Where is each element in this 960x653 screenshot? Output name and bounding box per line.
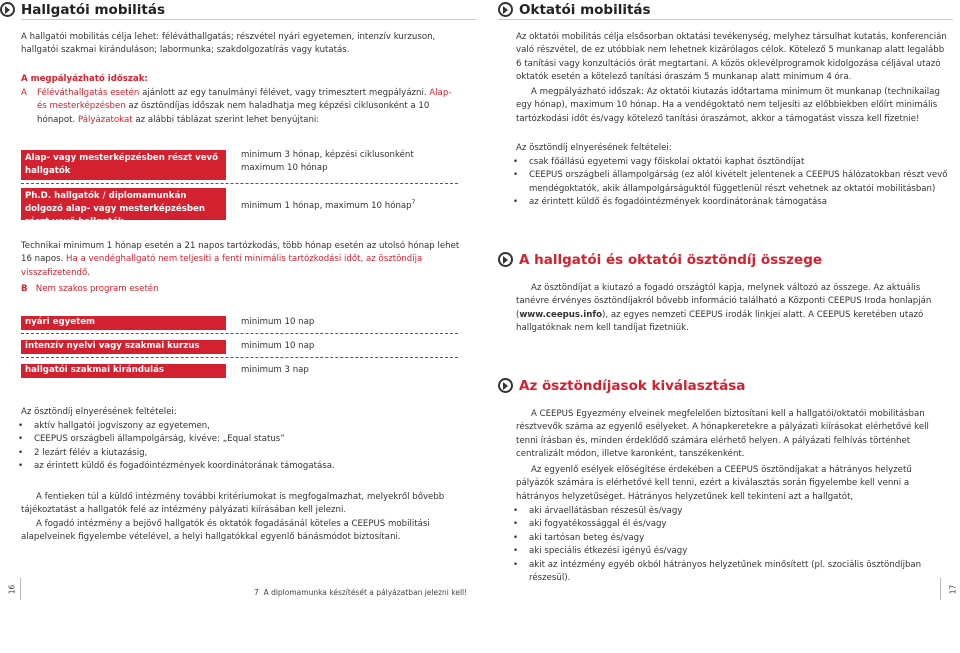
section2-heading: A hallgatói és oktatói ösztöndíj összege (498, 251, 822, 268)
table-a-req-1: minimum 3 hónap, képzési ciklusonként maximum 10 hónap (241, 150, 414, 174)
right-title-underline (498, 19, 953, 20)
left-intro: A hallgatói mobilitás célja lehet: féléváthallgatás; részvétel nyári egyetemen, intenzív kurzuson, hallgatói szakmai kiránduláson; labormunka; szakdolgozatírás vagy kutatás. (21, 32, 436, 56)
ceepus-link[interactable]: www.ceepus.info (519, 309, 602, 320)
table-b-req-1: minimum 10 nap (241, 317, 315, 327)
list-item: • az érintett küldő és fogadóintézmények koordinátorának támogatása (510, 196, 952, 209)
period-a-letter: A (21, 88, 27, 98)
right-p2: A megpályázható időszak: Az oktatói kiutazás időtartama minimum öt munkanap (technikailag egy hónap), maximum 10 hónap. Ha a vendégoktató nem teljesíti az előbbiekben előírt minimális tartózkodási időt és/vagy kötelező tanítási óraszámot, akkor a támogatást vissza kell fizetnie! (516, 87, 940, 124)
right-conditions-list (510, 156, 952, 210)
table-b-divider-1 (21, 333, 458, 334)
left-conditions-title: Az ösztöndíj elnyerésének feltételei: (21, 407, 177, 417)
right-page (480, 0, 960, 18)
right-footer-rule (940, 578, 941, 600)
list-item: • CEEPUS országbeli állampolgárság (ez alól kivételt jelentenek a CEEPUS hálózatokban részt vevő mendégoktatók, akik állampolgárságuktól függetlenül részt vehetnek az oktatói mobilitásban) (510, 169, 952, 196)
left-extra-2: A fogadó intézmény a bejövő hallgatók és oktatók fogadásánál köteles a CEEPUS mobilitási alapelveinek figyelembe vételével, a helyi hallgatókkal egyenlő bánásmódot biztosítani. (21, 519, 430, 543)
table-a-label-2: Ph.D. hallgatók / diplomamunkán dolgozó alap- vagy mesterképzésben részt vevő hallgatók (21, 188, 226, 220)
right-page-number: 17 (948, 584, 958, 595)
table-b-req-3: minimum 3 nap (241, 365, 309, 375)
period-title: A megpályázható időszak: (21, 74, 148, 84)
list-item: • aki árvaellátásban részesül és/vagy (510, 505, 952, 518)
chevron-right-icon (498, 378, 513, 393)
right-conditions-title: Az ösztöndíj elnyerésének feltételei: (516, 143, 672, 153)
left-title: Hallgatói mobilitás (21, 1, 165, 18)
right-title: Oktatói mobilitás (519, 1, 651, 18)
left-conditions-list (15, 420, 460, 474)
left-page (0, 0, 480, 18)
list-item: • csak főállású egyetemi vagy főiskolai oktatói kaphat ösztöndíjat (510, 156, 952, 169)
section2-text: Az ösztöndíjat a kiutazó a fogadó országtól kapja, melynek változó az összege. Az aktuális tanévre érvényes ösztöndíjakról bővebb információ található a Központi CEEPUS Iroda honlapján (www.ceepus.info), az egyes nemzeti CEEPUS irodák linkjei alatt. A CEEPUS keretében utazó hallgatóknak nem kell tandíjat fizetniük. (516, 283, 932, 334)
list-item: • az érintett küldő és fogadóintézmények koordinátorának támogatása. (15, 460, 460, 473)
table-b-req-2: minimum 10 nap (241, 341, 315, 351)
table-b-divider-2 (21, 357, 458, 358)
left-page-number: 16 (7, 584, 17, 595)
list-item: • akit az intézmény egyéb okból hátrányos helyzetűnek minősített (pl. szociális ösztöndíjban részesül). (510, 559, 952, 586)
chevron-right-icon (498, 2, 513, 17)
period-a-text: Féléváthallgatás esetén ajánlott az egy tanulmányi félévet, vagy trimesztert megpályázni. Alap- és mesterképzésben az ösztöndíjas időszak nem haladhatja meg képzési ciklusonként a 10 hónapot. Pályázatokat az alábbi táblázat szerint lehet benyújtani: (37, 88, 452, 125)
technical-text: Technikai minimum 1 hónap esetén a 21 napos tartózkodás, több hónap esetén az utolsó hónap lehet 16 napos. Ha a vendéghallgató nem teljesíti a fenti minimális tartózkodási időt, az ösztöndíja visszafizetendő. (21, 241, 460, 278)
list-item: • CEEPUS országbeli állampolgárság, kivéve: „Equal status” (15, 433, 460, 446)
table-b-label-1: nyári egyetem (21, 316, 226, 330)
right-heading (480, 1, 960, 18)
left-title-underline (21, 19, 476, 20)
list-item: • 2 lezárt félév a kiutazásig, (15, 447, 460, 460)
list-item: • aki fogyatékossággal él és/vagy (510, 518, 952, 531)
left-heading (0, 1, 480, 18)
chevron-right-icon (0, 2, 15, 17)
left-extra-1: A fentieken túl a küldő intézmény további kritériumokat is megfogalmazhat, melyekről bővebb tájékoztatást a hallgatók felé az intézmény pályázati kiírásában kell jelezni. (21, 492, 445, 516)
list-item: • aki speciális étkezési igényű és/vagy (510, 545, 952, 558)
section3-p2: Az egyenlő esélyek előségítése érdekében a CEEPUS ösztöndíjakat a hátrányos helyzetű pályázók számára is elérhetővé kell tenni, ezért a kiválasztás során figyelembe kell venni a hátrányos helyzetűséget. Hátrányos helyzetűnek kell tekinteni azt a hallgatót, (516, 465, 912, 502)
table-a-req-2: minimum 1 hónap, maximum 10 hónap$^7$ (241, 199, 416, 211)
left-footer-rule (20, 578, 21, 600)
table-b-label-2: intenzív nyelvi vagy szakmai kurzus (21, 340, 226, 354)
right-p1: Az oktatói mobilitás célja elsősorban oktatási tevékenység, melyhez társulhat kutatás, konferencián való részvétel, de ez utóbbiak nem lehetnek kizárólagos célok. Kötelező 5 munkanap alatt legalább 6 tanítási vagy konzultációs órát megtartani. A közös oklevélprogramok kidolgozása céljával utazó oktatók esetén a kötelező tanítási óraszám 5 munkanap alatt minimum 4 óra. (516, 32, 947, 83)
table-b-label-3: hallgatói szakmai kirándulás (21, 364, 226, 378)
table-a-label-1: Alap- vagy mesterképzésben részt vevő hallgatók (21, 150, 226, 180)
chevron-right-icon (498, 252, 513, 267)
list-item: • aktív hallgatói jogviszony az egyetemen, (15, 420, 460, 433)
period-b: B Nem szakos program esetén (21, 284, 159, 294)
table-a-divider (21, 183, 458, 184)
section3-p1: A CEEPUS Egyezmény elveinek megfelelően biztosítani kell a hallgatói/oktatói mobilitásban résztvevők száma az egyenlő esélyeket. A hónapkeretekre a pályázati kiírásokat elérhetővé kell tenni írásban és, minden érdeklődő számára elérhető helyen. A pályázati felhívás történhet centralizált módon, illetve karonként, tanszékenként. (516, 409, 929, 460)
list-item: • aki tartósan beteg és/vagy (510, 532, 952, 545)
section3-heading: Az ösztöndíjasok kiválasztása (498, 377, 745, 394)
footnote: 7 A diplomamunka készítését a pályázatban jelezni kell! (254, 588, 468, 597)
section3-list (510, 505, 952, 585)
